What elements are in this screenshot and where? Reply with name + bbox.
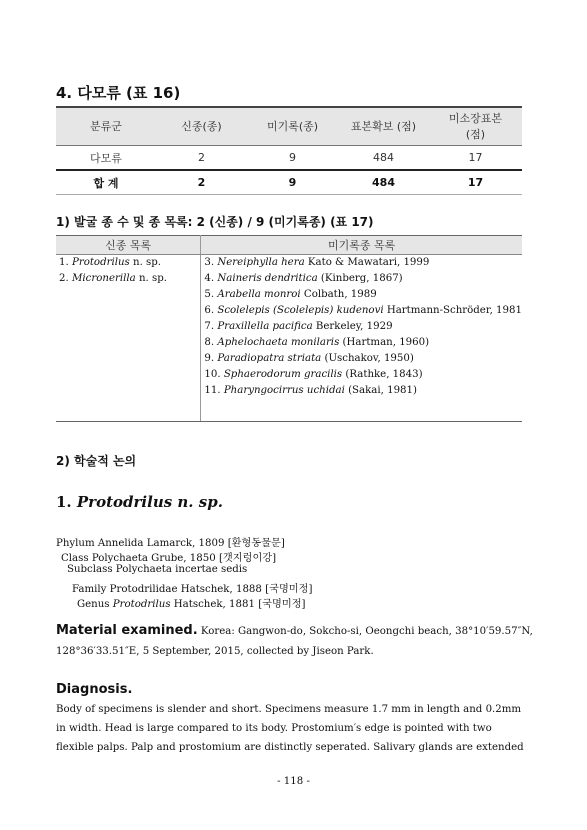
taxon-class: Class Polychaeta Grube, 1850 [갯지렁이강] bbox=[61, 553, 277, 564]
table-16 bbox=[56, 106, 522, 195]
page-number: - 118 - bbox=[277, 776, 310, 787]
cell-taxon: 다모류 bbox=[56, 146, 156, 171]
table-total-row bbox=[56, 170, 522, 195]
material-line-2: 128°36′33.51″E, 5 September, 2015, collected by Jiseon Park. bbox=[56, 646, 374, 657]
unrecorded-species-column bbox=[201, 255, 522, 422]
species-heading: 1. Protodrilus n. sp. bbox=[56, 493, 223, 511]
total-unstored: 17 bbox=[429, 170, 522, 195]
subsection-title-discussion: 2) 학술적 논의 bbox=[56, 454, 137, 468]
subsection-title-species-list: 1) 발굴 종 수 및 종 목록: 2 (신종) / 9 (미기록종) (표 17) bbox=[56, 215, 374, 229]
taxon-family: Family Protodrilidae Hatschek, 1888 [국명미정] bbox=[72, 584, 313, 595]
section-title: 4. 다모류 (표 16) bbox=[56, 84, 181, 102]
list-item: 1. Protodrilus n. sp. bbox=[59, 257, 162, 268]
species-list-table bbox=[56, 235, 522, 422]
list-item: 7. Praxillella pacifica Berkeley, 1929 bbox=[204, 321, 393, 332]
table-header-row bbox=[56, 107, 522, 146]
diagnosis-text: Body of specimens is slender and short. Specimens measure 1.7 mm in length and 0.2mm in width. Head is large compared to its body. Prostomium′s edge is pointed with two flexible palps. Palp and prostomium are distinctly seperated. Salivary glands are extended bbox=[56, 704, 524, 753]
list-item: 4. Naineris dendritica (Kinberg, 1867) bbox=[204, 273, 403, 284]
list-item: 9. Paradiopatra striata (Uschakov, 1950) bbox=[204, 353, 414, 364]
header-new-species: 신종(종) bbox=[156, 107, 247, 146]
total-new-species: 2 bbox=[156, 170, 247, 195]
taxon-phylum: Phylum Annelida Lamarck, 1809 [환형동물문] bbox=[56, 538, 285, 549]
table-row bbox=[56, 146, 522, 171]
diagnosis-heading: Diagnosis. bbox=[56, 682, 133, 697]
cell-unstored: 17 bbox=[429, 146, 522, 171]
taxon-genus: Genus Protodrilus Hatschek, 1881 [국명미정] bbox=[77, 599, 306, 610]
total-specimens: 484 bbox=[338, 170, 429, 195]
header-unstored: 미소장표본 (점) bbox=[429, 107, 522, 146]
cell-specimens: 484 bbox=[338, 146, 429, 171]
new-species-header: 신종 목록 bbox=[56, 236, 201, 255]
list-item: 11. Pharyngocirrus uchidai (Sakai, 1981) bbox=[204, 385, 417, 396]
list-item: 3. Nereiphylla hera Kato & Mawatari, 1999 bbox=[204, 257, 430, 268]
new-species-column bbox=[56, 255, 201, 422]
cell-unrecorded: 9 bbox=[247, 146, 338, 171]
list-item: 10. Sphaerodorum gracilis (Rathke, 1843) bbox=[204, 369, 423, 380]
total-label: 합 계 bbox=[56, 170, 156, 195]
material-heading: Material examined. bbox=[56, 623, 198, 638]
unrecorded-species-header: 미기록종 목록 bbox=[201, 236, 522, 255]
taxon-subclass: Subclass Polychaeta incertae sedis bbox=[67, 564, 248, 575]
header-unrecorded: 미기록(종) bbox=[247, 107, 338, 146]
cell-new-species: 2 bbox=[156, 146, 247, 171]
list-item: 5. Arabella monroi Colbath, 1989 bbox=[204, 289, 377, 300]
list-item: 8. Aphelochaeta monilaris (Hartman, 1960) bbox=[204, 337, 430, 348]
material-examined: Material examined. Korea: Gangwon-do, Sokcho-si, Oeongchi beach, 38°10′59.57″N, bbox=[56, 623, 533, 638]
header-taxon: 분류군 bbox=[56, 107, 156, 146]
list-item: 6. Scolelepis (Scolelepis) kudenovi Hartmann-Schröder, 1981 bbox=[204, 305, 522, 316]
list-item: 2. Micronerilla n. sp. bbox=[59, 273, 167, 284]
total-unrecorded: 9 bbox=[247, 170, 338, 195]
header-specimens: 표본확보 (점) bbox=[338, 107, 429, 146]
